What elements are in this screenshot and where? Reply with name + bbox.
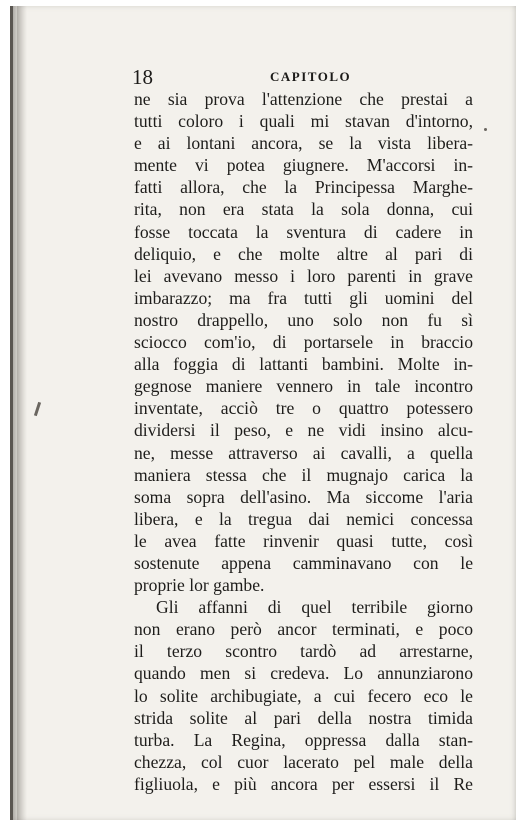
text-line: non erano però ancor terminati, e poco xyxy=(134,619,473,640)
running-head: CAPITOLO xyxy=(270,69,352,84)
paragraph-1 xyxy=(134,88,473,596)
text-line: ne sia prova l'attenzione che prestai a xyxy=(134,89,473,109)
text-line: chezza, col cuor lacerato pel male della xyxy=(134,751,473,772)
text-line: figliuola, e più ancora per essersi il Re xyxy=(134,773,473,794)
text-line: fatti allora, che la Principessa Marghe- xyxy=(134,177,473,198)
text-line: quando men si credeva. Lo annunziarono xyxy=(134,663,473,684)
page-header xyxy=(120,64,465,90)
text-line: gegnose maniere vennero in tale incontro xyxy=(134,376,473,397)
text-line: deliquio, e che molte altre al pari di xyxy=(134,243,473,264)
margin-speck xyxy=(484,128,487,131)
text-line: il terzo scontro tardò ad arrestarne, xyxy=(134,641,473,662)
text-line: soma sopra dell'asino. Ma siccome l'aria xyxy=(134,486,473,507)
page-number: 18 xyxy=(132,65,153,89)
text-line: rita, non era stata la sola donna, cui xyxy=(134,199,473,220)
text-line: nostro drappello, uno solo non fu sì xyxy=(134,309,473,330)
text-line: le avea fatte rinvenir quasi tutte, così xyxy=(134,530,473,551)
text-line: fosse toccata la sventura di cadere in xyxy=(134,221,473,242)
text-line: Gli affanni di quel terribile giorno xyxy=(156,597,473,618)
paragraph-2 xyxy=(134,596,473,795)
text-line: turba. La Regina, oppressa dalla stan- xyxy=(134,729,473,750)
text-line: dividersi il peso, e ne vidi insino alcu- xyxy=(134,420,473,441)
text-line: sciocco com'io, di portarsele in braccio xyxy=(134,332,473,353)
text-line: maniera stessa che il mugnajo carica la xyxy=(134,464,473,485)
text-line: strida solite al pari della nostra timida xyxy=(134,707,473,728)
text-line: lei avevano messo i loro parenti in grave xyxy=(134,265,473,286)
text-line: imbarazzo; ma fra tutti gli uomini del xyxy=(134,287,473,308)
text-line: e ai lontani ancora, se la vista libera- xyxy=(134,133,473,154)
text-line: tutti coloro i quali mi stavan d'intorno, xyxy=(134,111,473,132)
text-line: libera, e la tregua dai nemici concessa xyxy=(134,508,473,529)
text-line: lo solite archibugiate, a cui fecero eco le xyxy=(134,685,473,706)
text-line: inventate, acciò tre o quattro potessero xyxy=(134,398,473,419)
body-text xyxy=(134,88,473,795)
text-line: ne, messe attraverso ai cavalli, a quella xyxy=(134,442,473,463)
text-line: proprie lor gambe. xyxy=(134,575,265,596)
text-line: sostenute appena camminavano con le xyxy=(134,552,473,573)
text-line: mente vi potea giugnere. M'accorsi in- xyxy=(134,155,473,176)
text-line: alla foggia di lattanti bambini. Molte in- xyxy=(134,354,473,375)
